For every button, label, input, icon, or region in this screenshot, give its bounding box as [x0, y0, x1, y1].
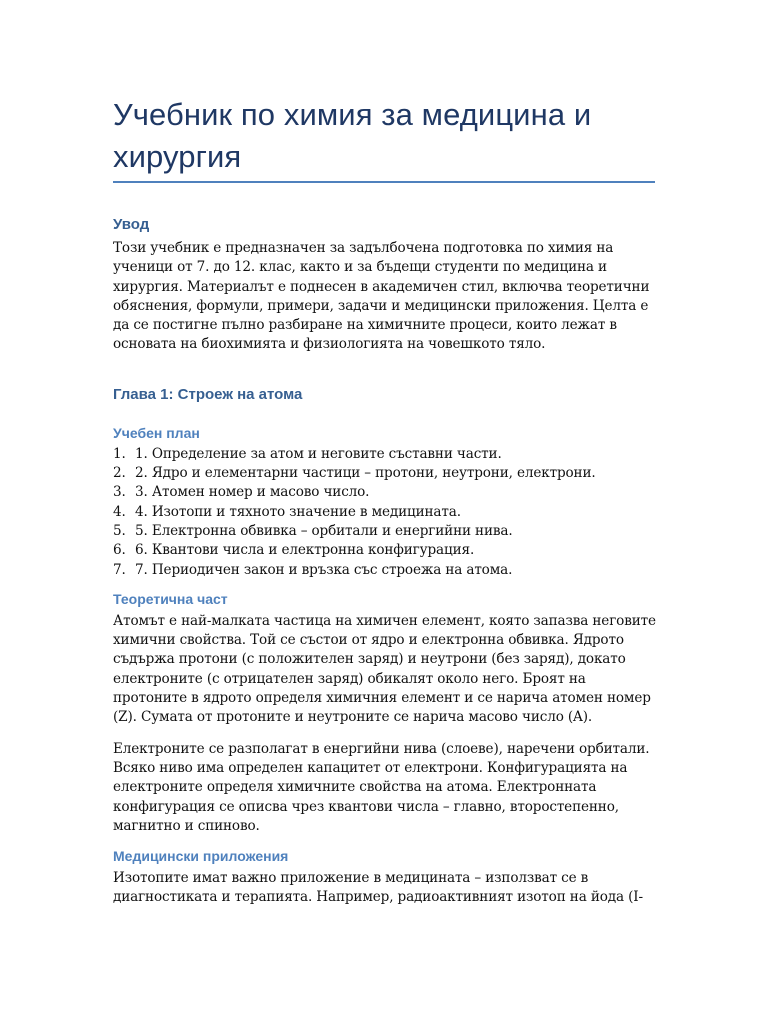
intro-paragraph: Този учебник е предназначен за задълбочена подготовка по химия на ученици от 7. до 12. клас, както и за бъдещи студенти по медицина и хирургия. Материалът е поднесен в академичен стил, включва теоретични обяснения, формули, примери, задачи и медицински приложения. Целта е да се постигне пълно разбиране на химичните процеси, които лежат в основата на биохимията и физиологията на човешкото тяло.	[113, 240, 650, 353]
list-item-text: 2. Ядро и елементарни частици – протони, неутрони, електрони.	[135, 465, 596, 482]
study-plan-list	[113, 445, 658, 580]
list-item	[113, 561, 658, 580]
list-item-marker: 1.	[113, 445, 126, 462]
theory-heading: Теоретична част	[113, 590, 228, 607]
list-item	[113, 464, 658, 483]
list-item-marker: 7.	[113, 561, 126, 578]
theory-paragraph-2: Електроните се разполагат в енергийни нива (слоеве), наречени орбитали. Всяко ниво има определен капацитет от електрони. Конфигурацията на електроните определя химичните свойства на атома. Електронната конфигурация се описва чрез квантови числа – главно, второстепенно, магнитно и спиново.	[113, 740, 650, 834]
list-item-marker: 3.	[113, 484, 126, 501]
list-item-marker: 6.	[113, 542, 126, 559]
title-underline-divider	[113, 181, 655, 183]
list-item-marker: 5.	[113, 522, 126, 539]
medical-applications-paragraph: Изотопите имат важно приложение в медицината – използват се в диагностиката и терапията. Например, радиоактивният изотоп на йода (I-	[113, 870, 643, 906]
study-plan-heading: Учебен план	[113, 424, 200, 441]
list-item	[113, 522, 658, 541]
list-item	[113, 483, 658, 502]
list-item-text: 5. Електронна обвивка – орбитали и енергийни нива.	[135, 522, 513, 539]
list-item-marker: 4.	[113, 503, 126, 520]
theory-paragraph-1: Атомът е най-малката частица на химичен елемент, която запазва неговите химични свойства. Той се състои от ядро и електронна обвивка. Ядрото съдържа протони (с положителен заряд) и неутрони (без заряд), докато електроните (с отрицателен заряд) обикалят около него. Броят на протоните в ядрото определя химичния елемент и се нарича атомен номер (Z). Сумата от протоните и неутроните се нарича масово число (A).	[113, 612, 656, 726]
medical-applications-heading: Медицински приложения	[113, 848, 289, 865]
list-item-marker: 2.	[113, 465, 126, 482]
document-page	[113, 0, 658, 908]
intro-heading: Увод	[113, 216, 150, 233]
document-title: Учебник по химия за медицина и хирургия	[113, 97, 592, 174]
chapter-1-heading: Глава 1: Строеж на атома	[113, 385, 303, 403]
list-item	[113, 445, 658, 464]
list-item	[113, 541, 658, 560]
list-item-text: 1. Определение за атом и неговите съставни части.	[135, 445, 502, 462]
list-item-text: 4. Изотопи и тяхното значение в медицината.	[135, 503, 461, 520]
list-item-text: 6. Квантови числа и електронна конфигурация.	[135, 542, 475, 559]
list-item-text: 7. Периодичен закон и връзка със строежа на атома.	[135, 561, 513, 578]
list-item-text: 3. Атомен номер и масово число.	[135, 484, 370, 501]
list-item	[113, 503, 658, 522]
